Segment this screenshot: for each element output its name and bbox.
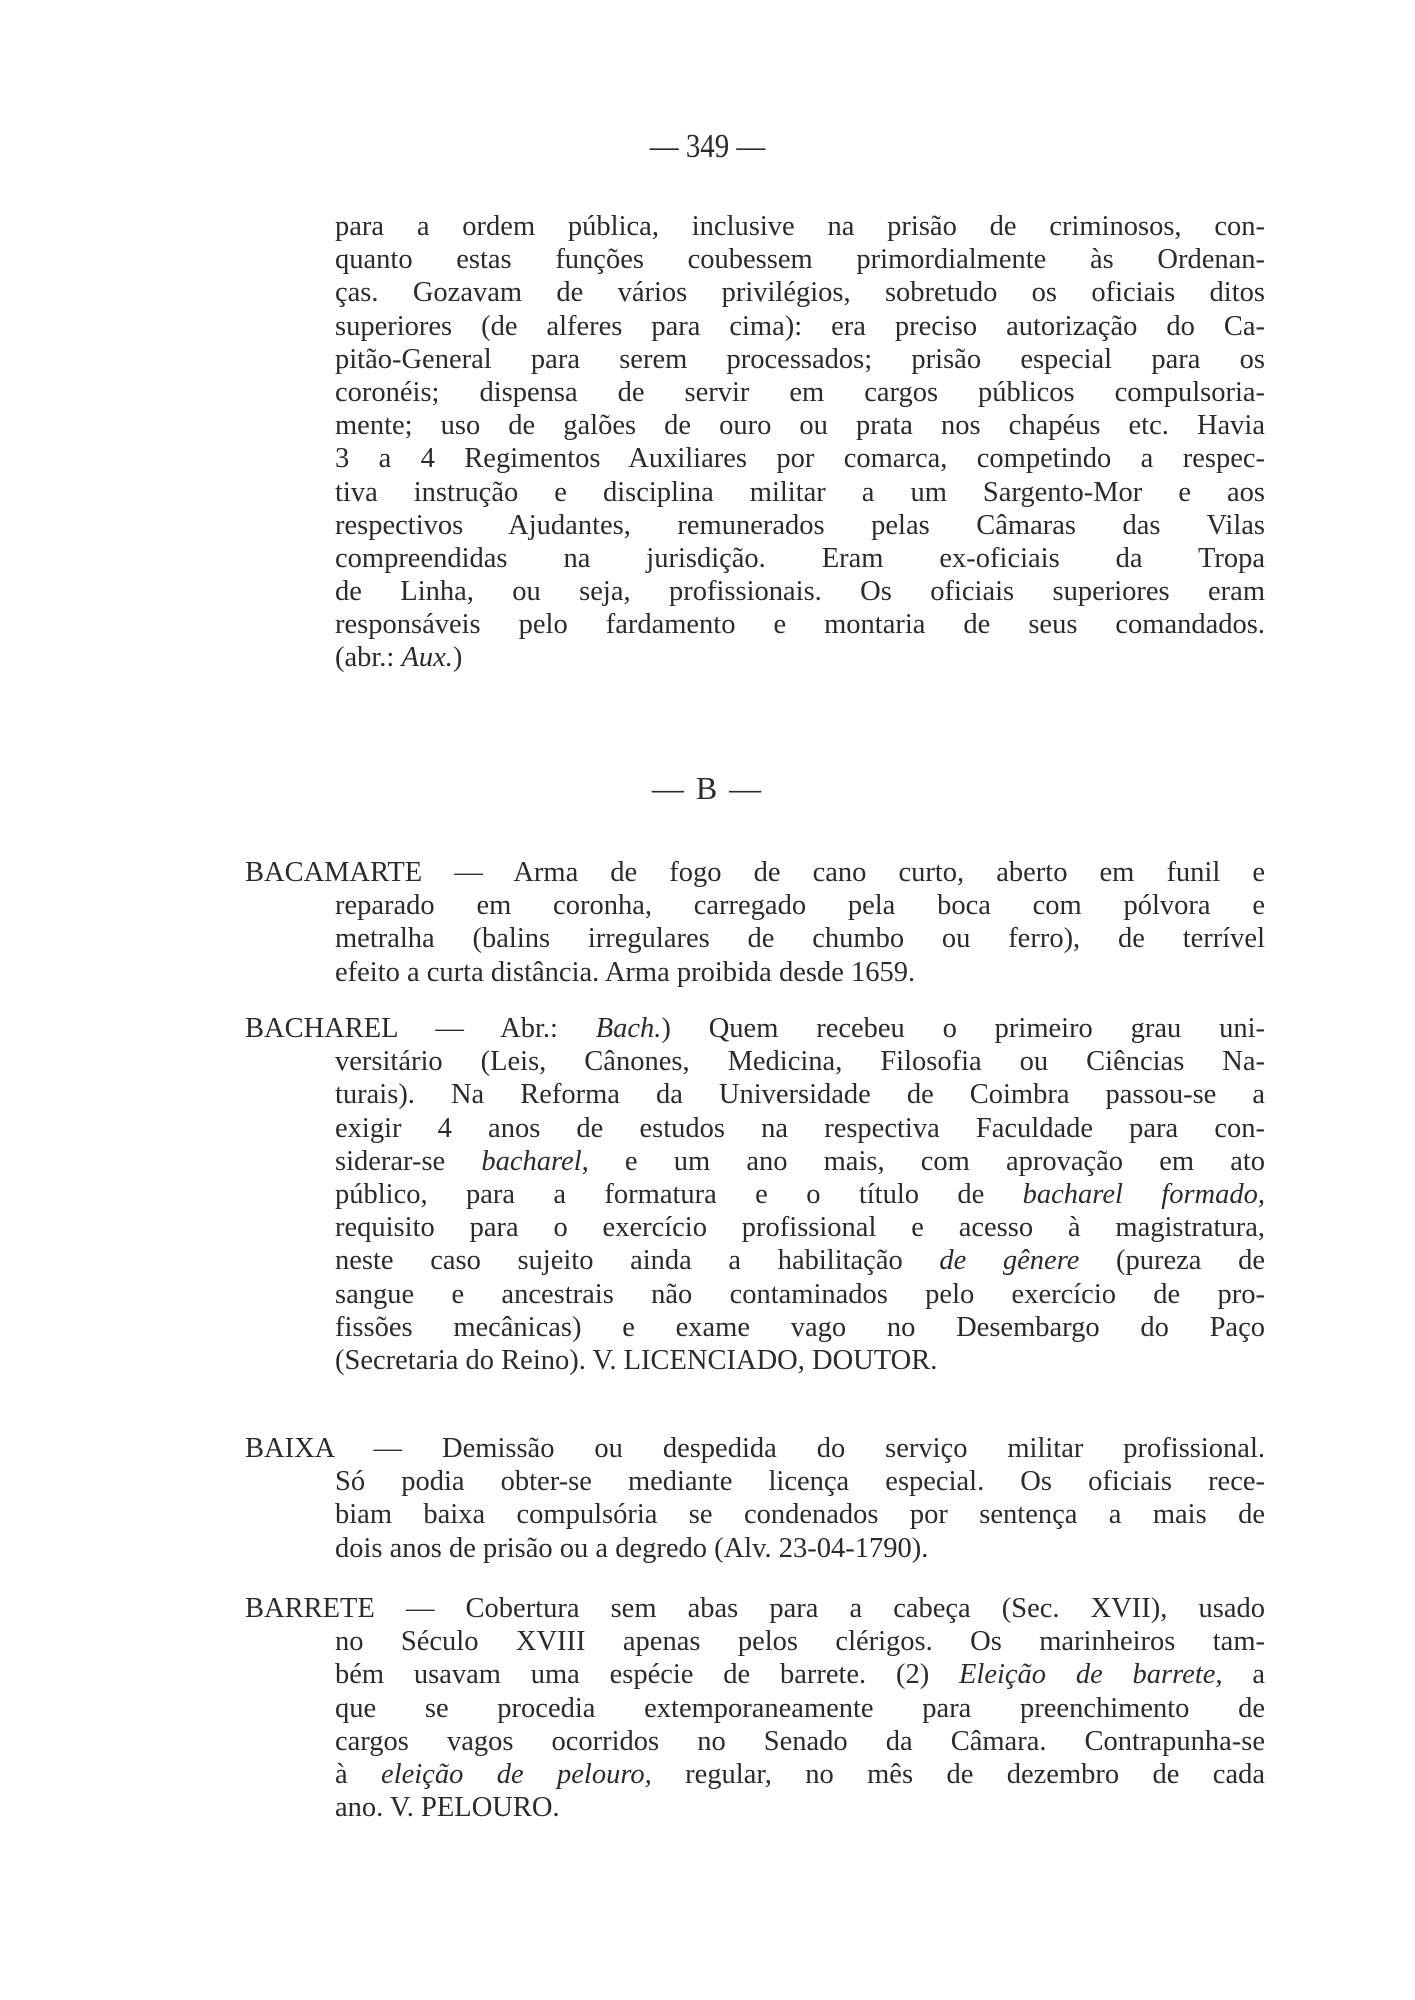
headword: BACAMARTE (245, 857, 423, 888)
text-line: BACHAREL — Abr.: Bach.) Quem recebeu o primeiro grau uni- (245, 1013, 1265, 1044)
text-line: turais). Na Reforma da Universidade de Coimbra passou-se a (335, 1079, 1265, 1111)
text-line: neste caso sujeito ainda a habilitação de gênere (pureza de (335, 1245, 1265, 1277)
text-line: fissões mecânicas) e exame vago no Desembargo do Paço (335, 1311, 1265, 1343)
text-line: superiores (de alferes para cima): era preciso autorização do Ca- (335, 310, 1265, 342)
text-line: respectivos Ajudantes, remunerados pelas Câmaras das Vilas (335, 509, 1265, 541)
dictionary-entry-baixa (245, 1432, 1265, 1565)
text-line: biam baixa compulsória se condenados por sentença a mais de (335, 1499, 1265, 1531)
text-line: BAIXA — Demissão ou despedida do serviço militar profissional. (245, 1433, 1265, 1464)
text-line: coronéis; dispensa de servir em cargos públicos compulsoria- (335, 376, 1265, 408)
text-line: responsáveis pelo fardamento e montaria de seus comandados. (335, 609, 1265, 641)
text-line: 3 a 4 Regimentos Auxiliares por comarca, competindo a respec- (335, 443, 1265, 475)
text-line: tiva instrução e disciplina militar a um Sargento-Mor e aos (335, 476, 1265, 508)
text-line: dois anos de prisão ou a degredo (Alv. 23-04-1790). (335, 1532, 929, 1564)
text-line: sangue e ancestrais não contaminados pelo exercício de pro- (335, 1278, 1265, 1310)
text-line: pitão-General para serem processados; prisão especial para os (335, 343, 1265, 375)
text-line: ças. Gozavam de vários privilégios, sobretudo os oficiais ditos (335, 277, 1265, 309)
headword: BARRETE (245, 1593, 375, 1624)
section-letter-heading: — B — (651, 770, 764, 806)
text-line: ano. V. PELOURO. (335, 1792, 560, 1824)
abbreviation: Aux. (401, 642, 453, 674)
text-line: público, para a formatura e o título de bacharel formado, (335, 1178, 1266, 1210)
headword: BACHAREL (245, 1013, 398, 1044)
text-line: para a ordem pública, inclusive na prisão de criminosos, con- (335, 211, 1265, 242)
text-line: reparado em coronha, carregado pela boca com pólvora e (335, 890, 1265, 922)
text-line: BARRETE — Cobertura sem abas para a cabeça (Sec. XVII), usado (245, 1593, 1265, 1624)
text-line: requisito para o exercício profissional e acesso à magistratura, (335, 1212, 1265, 1244)
dictionary-entry-bacamarte (245, 856, 1265, 989)
text-line: (Secretaria do Reino). V. LICENCIADO, DOUTOR. (335, 1344, 938, 1376)
text-line: bém usavam uma espécie de barrete. (2) Eleição de barrete, a (335, 1659, 1265, 1691)
text-line: metralha (balins irregulares de chumbo ou ferro), de terrível (335, 923, 1265, 955)
text-line: siderar-se bacharel, e um ano mais, com aprovação em ato (335, 1145, 1266, 1177)
text-line: Só podia obter-se mediante licença especial. Os oficiais rece- (335, 1466, 1265, 1498)
dictionary-entry-bacharel (245, 1012, 1265, 1377)
text-line: (abr.: Aux.) (335, 642, 463, 674)
text-line: que se procedia extemporaneamente para preenchimento de (335, 1692, 1265, 1724)
dictionary-entry-barrete (245, 1592, 1265, 1824)
headword: BAIXA (245, 1433, 334, 1464)
text-line: cargos vagos ocorridos no Senado da Câmara. Contrapunha-se (335, 1725, 1265, 1757)
text-line: de Linha, ou seja, profissionais. Os oficiais superiores eram (335, 576, 1265, 608)
text-line: exigir 4 anos de estudos na respectiva Faculdade para con- (335, 1112, 1265, 1144)
text-line: compreendidas na jurisdição. Eram ex-oficiais da Tropa (335, 542, 1265, 574)
text-line: versitário (Leis, Cânones, Medicina, Filosofia ou Ciências Na- (335, 1046, 1265, 1078)
page-number: — 349 — (649, 128, 766, 165)
text-line: à eleição de pelouro, regular, no mês de dezembro de cada (335, 1758, 1265, 1790)
continuation-paragraph (335, 210, 1265, 675)
text-line: BACAMARTE — Arma de fogo de cano curto, aberto em funil e (245, 857, 1265, 888)
text-line: mente; uso de galões de ouro ou prata nos chapéus etc. Havia (335, 410, 1265, 442)
text-line: no Século XVIII apenas pelos clérigos. Os marinheiros tam- (335, 1626, 1265, 1658)
text-line: efeito a curta distância. Arma proibida desde 1659. (335, 956, 916, 988)
text-line: quanto estas funções coubessem primordialmente às Ordenan- (335, 244, 1265, 276)
